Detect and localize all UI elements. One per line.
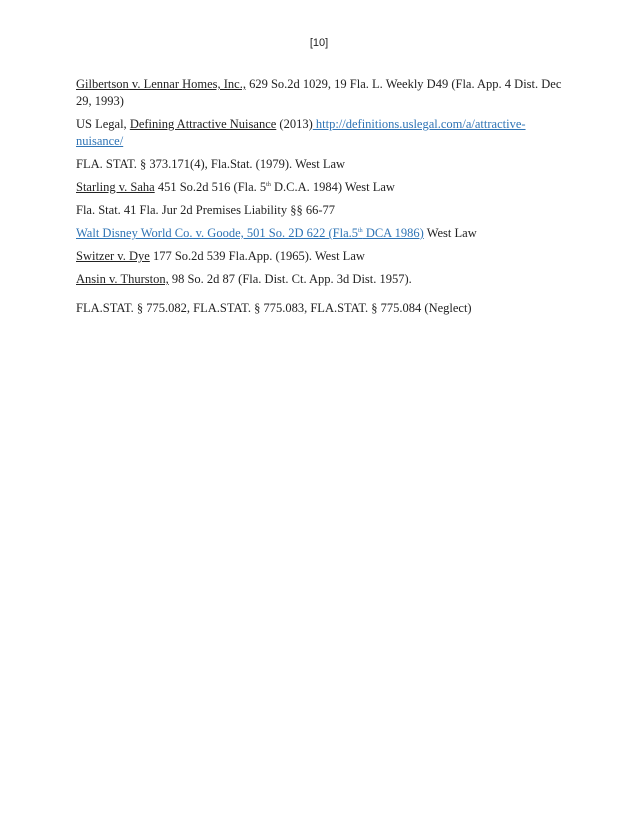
reference-walt-disney bbox=[76, 225, 566, 242]
citation-text: (2013) bbox=[276, 117, 313, 131]
ordinal-suffix: th bbox=[266, 181, 271, 188]
reference-fla-jur: Fla. Stat. 41 Fla. Jur 2d Premises Liability §§ 66-77 bbox=[76, 203, 336, 217]
article-title: Defining Attractive Nuisance bbox=[129, 117, 277, 131]
reference-switzer bbox=[76, 248, 566, 265]
url-link[interactable]: http://definitions.uslegal.com/a/attractive-nuisance/ bbox=[76, 117, 526, 148]
link-text: Walt Disney World Co. v. Goode, 501 So. 2D 622 (Fla.5 bbox=[76, 226, 359, 240]
citation-text: West Law bbox=[423, 226, 477, 240]
reference-starling bbox=[76, 179, 566, 196]
citation-text: 177 So.2d 539 Fla.App. (1965). West Law bbox=[149, 249, 365, 263]
reference-fla-stat-775: FLA.STAT. § 775.082, FLA.STAT. § 775.083, FLA.STAT. § 775.084 (Neglect) bbox=[76, 301, 472, 315]
reference-list bbox=[76, 76, 566, 323]
case-name: Ansin v. Thurston, bbox=[76, 272, 169, 286]
citation-text: D.C.A. 1984) West Law bbox=[270, 180, 395, 194]
reference-gilbertson bbox=[76, 76, 566, 110]
reference-us-legal bbox=[76, 116, 566, 150]
citation-text: 98 So. 2d 87 (Fla. Dist. Ct. App. 3d Dist. 1957). bbox=[168, 272, 412, 286]
citation-text: 451 So.2d 516 (Fla. 5 bbox=[154, 180, 267, 194]
ordinal-suffix: th bbox=[358, 227, 363, 234]
case-link[interactable] bbox=[76, 226, 424, 240]
citation-text: US Legal, bbox=[76, 117, 130, 131]
case-name: Switzer v. Dye bbox=[76, 249, 150, 263]
link-text: DCA 1986) bbox=[362, 226, 424, 240]
reference-ansin bbox=[76, 271, 566, 288]
citation-text: 629 So.2d 1029, 19 Fla. L. Weekly D49 (Fla. App. 4 Dist. Dec 29, 1993) bbox=[76, 77, 562, 108]
case-name: Gilbertson v. Lennar Homes, Inc., bbox=[76, 77, 246, 91]
page-number: [10] bbox=[309, 37, 329, 49]
reference-fla-stat-373: FLA. STAT. § 373.171(4), Fla.Stat. (1979). West Law bbox=[76, 157, 346, 171]
case-name: Starling v. Saha bbox=[76, 180, 155, 194]
